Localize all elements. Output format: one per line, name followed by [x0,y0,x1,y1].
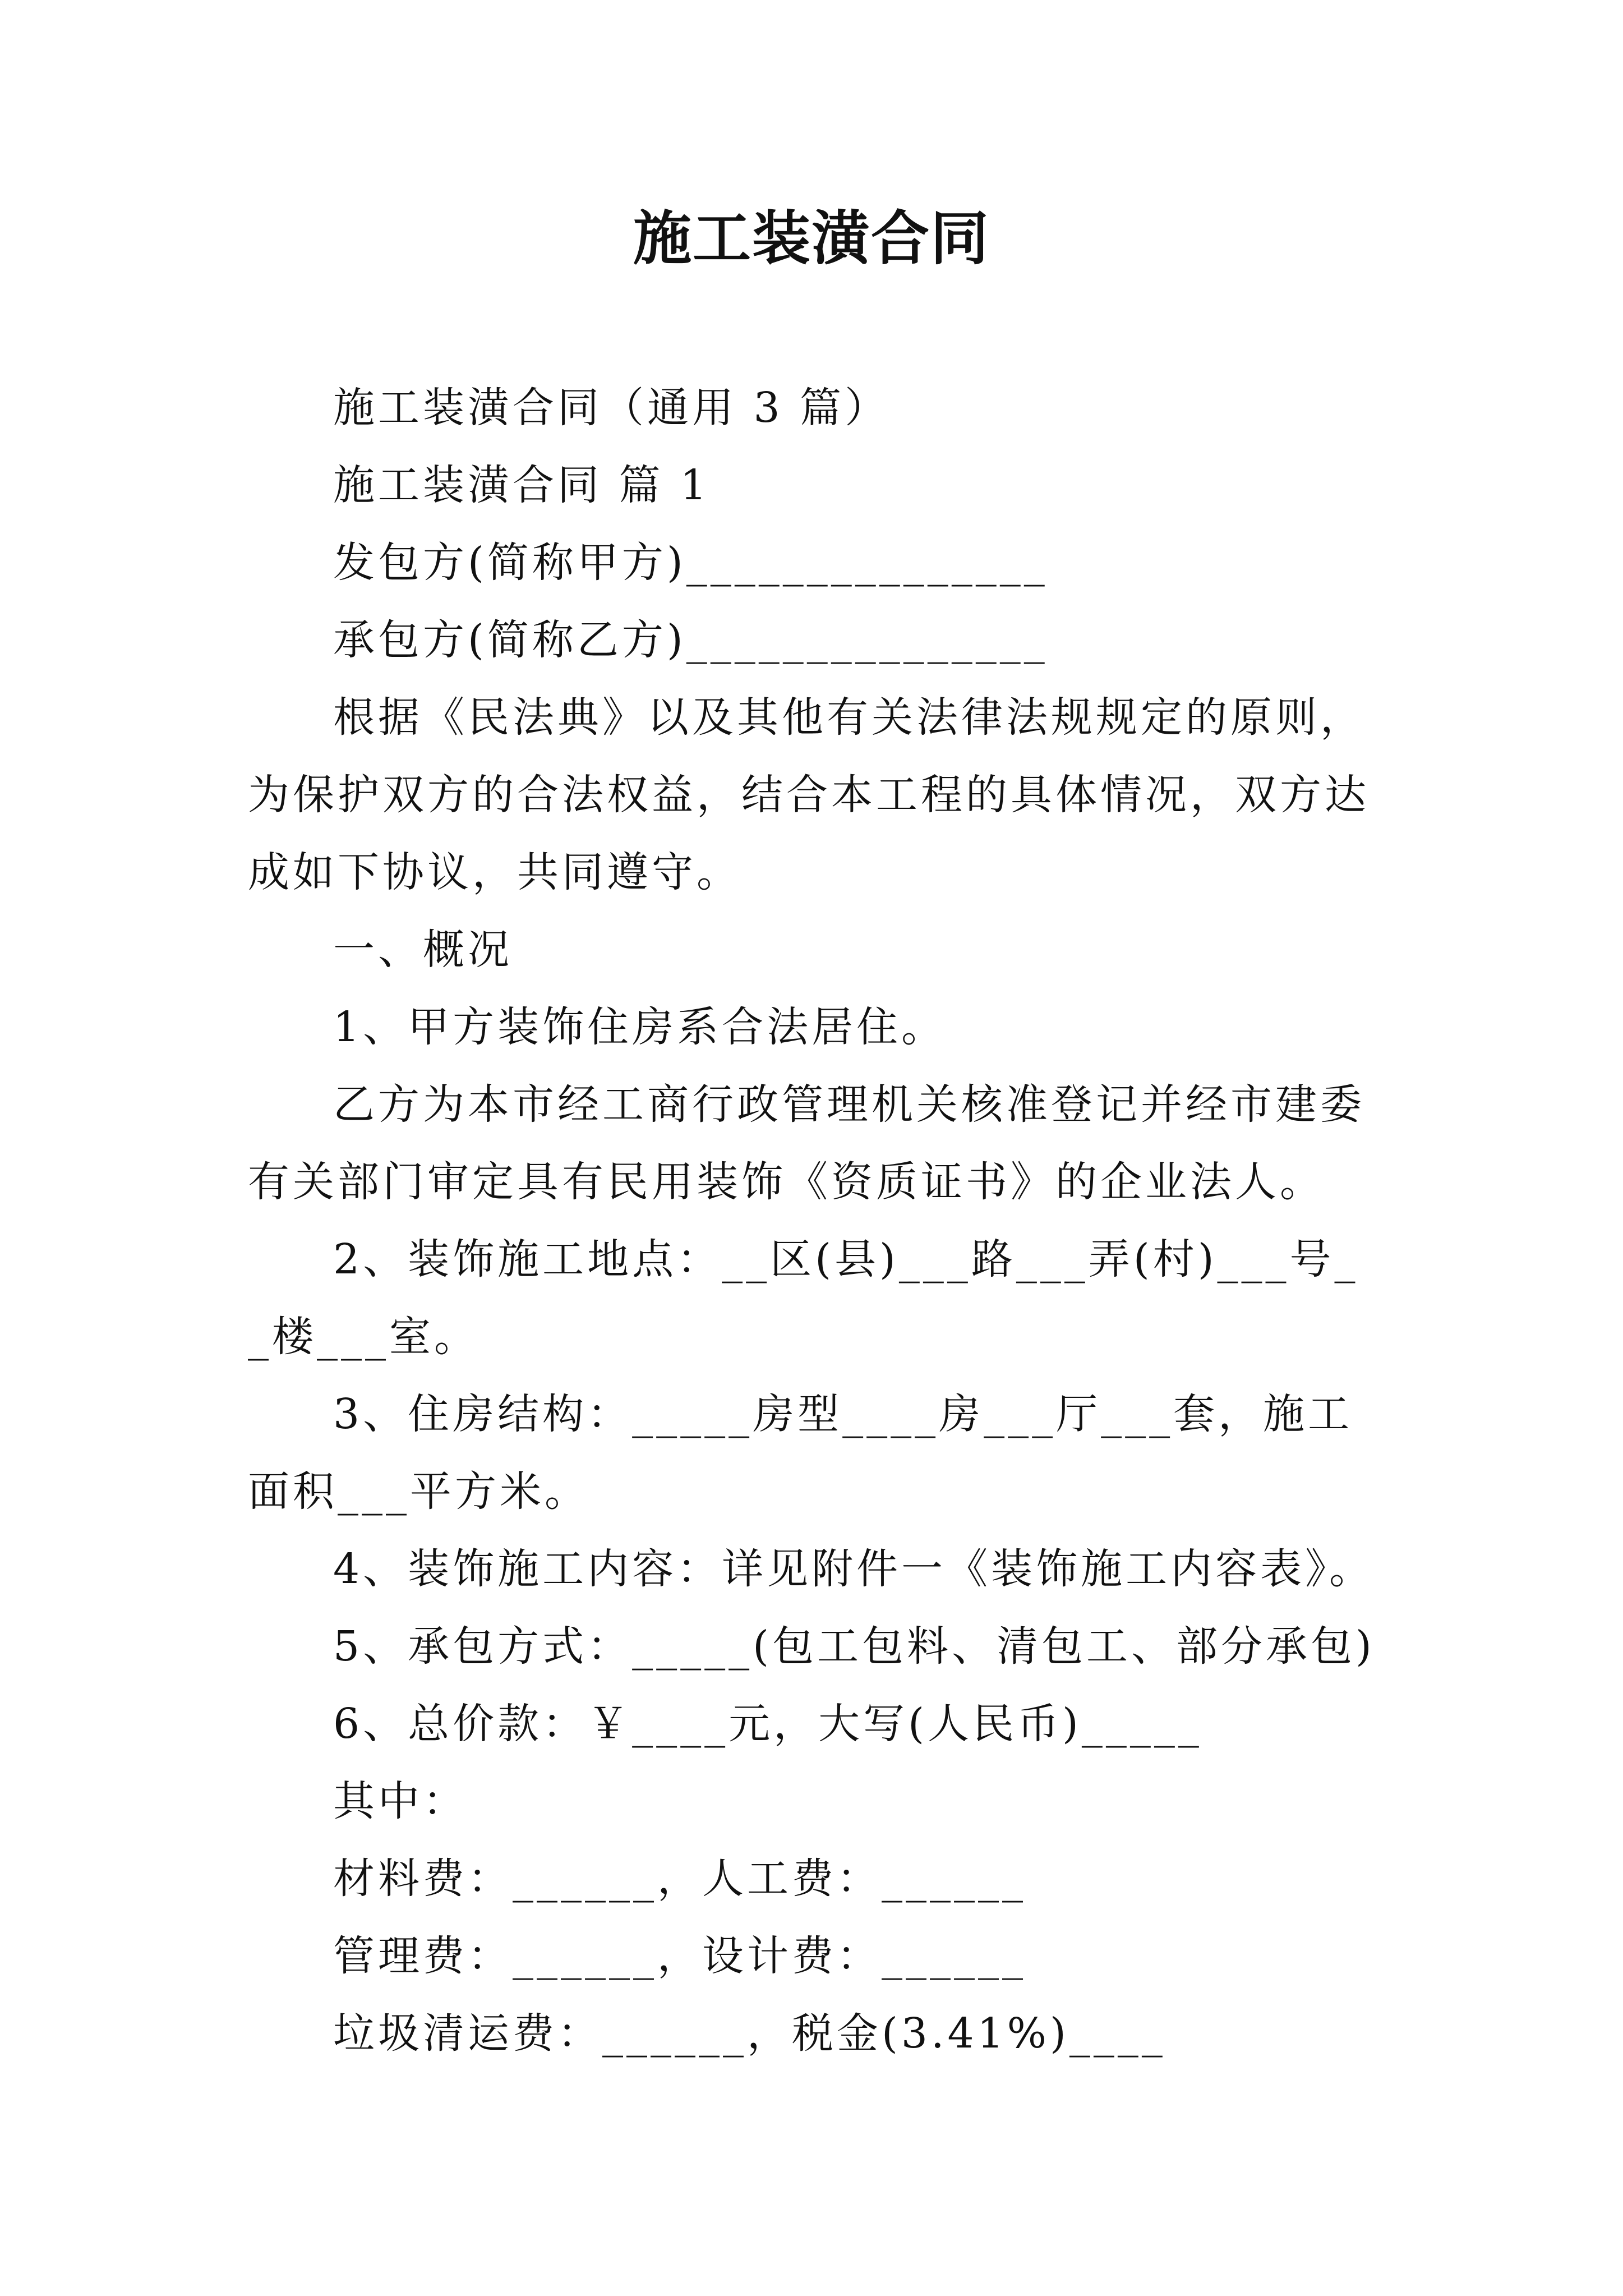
paragraph-clause-2: 2、装饰施工地点：__区(县)___路___弄(村)___号__楼___室。 [248,1235,1359,1361]
paragraph-section-heading: 施工装潢合同 篇 1 [333,461,711,509]
paragraph-subtitle: 施工装潢合同（通用 3 篇） [333,384,890,432]
paragraph-clause-1: 1、甲方装饰住房系合法居住。 [333,1003,947,1051]
paragraph-garbage-tax-fee: 垃圾清运费：______，税金(3.41%)____ [333,2009,1166,2058]
paragraph-party-a: 发包方(简称甲方)_______________ [333,539,1048,587]
paragraph-material-labor-fee: 材料费：______，人工费：______ [333,1855,1026,1903]
paragraph-party-b: 承包方(简称乙方)_______________ [333,616,1048,664]
document-body [248,369,1381,2072]
paragraph-clause-3: 3、住房结构：_____房型____房___厅___套，施工面积___平方米。 [248,1390,1353,1516]
document-title: 施工装潢合同 [633,204,990,273]
paragraph-overview-heading: 一、概况 [333,926,513,974]
paragraph-management-design-fee: 管理费：______，设计费：______ [333,1932,1026,1980]
paragraph-preamble: 根据《民法典》以及其他有关法律法规规定的原则，为保护双方的合法权益，结合本工程的具体情况，双方达成如下协议，共同遵守。 [248,693,1370,896]
paragraph-clause-5: 5、承包方式：_____(包工包料、清包工、部分承包) [333,1622,1375,1671]
paragraph-clause-6: 6、总价款：￥____元，大写(人民币)_____ [333,1700,1202,1748]
paragraph-among: 其中： [333,1777,468,1825]
paragraph-clause-1-detail: 乙方为本市经工商行政管理机关核准登记并经市建委有关部门审定具有民用装饰《资质证书》的企业法人。 [248,1080,1365,1206]
paragraph-clause-4: 4、装饰施工内容：详见附件一《装饰施工内容表》。 [333,1545,1375,1593]
